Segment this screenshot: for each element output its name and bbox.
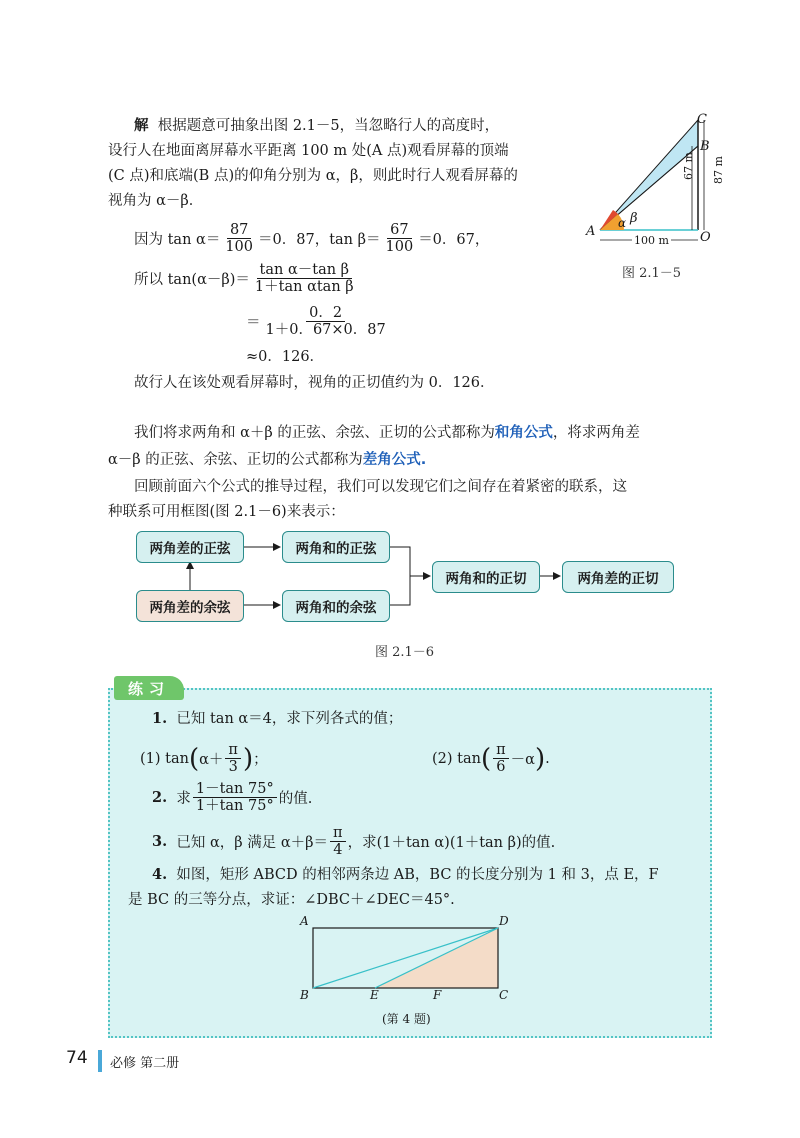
rect-label-c: C [499, 988, 509, 1002]
flow-box-sin-sum: 两角和的正弦 [282, 531, 390, 563]
exercise-q1-part1 [140, 742, 268, 775]
paren-right: ) [534, 743, 546, 774]
exercise-q4-line-1 [152, 865, 659, 885]
frac-den: 100 [225, 239, 254, 255]
frac-den: 3 [228, 759, 238, 775]
exercise-q3 [152, 825, 555, 858]
para-text: ，将求两角差 [552, 425, 640, 441]
frac-num: tan α－tan β [257, 262, 353, 279]
frac-num: π [493, 742, 509, 759]
frac-den: 100 [385, 239, 414, 255]
term-sum-formula: 和角公式 [494, 425, 553, 441]
value-text: ＝0．87，tan β＝ [258, 232, 381, 248]
solution-line-4: 视角为 α－β． [108, 193, 204, 209]
label-b: B [700, 139, 710, 154]
label-c: C [697, 112, 707, 127]
rect-label-d: D [499, 914, 509, 928]
part-label: (1) tan [140, 750, 189, 767]
exercise-q1-part2 [432, 742, 550, 775]
solution-line-2: 设行人在地面离屏幕水平距离 100 m 处(A 点)观看屏幕的顶端 [108, 143, 509, 159]
expr-text: ； [253, 752, 268, 768]
approx-line: ≈0．126． [246, 349, 325, 365]
flow-box-cos-diff: 两角差的余弦 [136, 590, 244, 622]
question-text: 已知 α，β 满足 α＋β＝ [176, 835, 329, 851]
eq-sign: ＝ [246, 315, 261, 331]
so-text: 所以 tan(α－β)＝ [134, 272, 250, 288]
fraction-tan75 [193, 781, 277, 814]
question-number: 2. [152, 789, 168, 806]
book-title: 必修 第二册 [110, 1056, 180, 1071]
solution-line-3: (C 点)和底端(B 点)的仰角分别为 α，β，则此时行人观看屏幕的 [108, 168, 518, 184]
flow-box-sin-diff: 两角差的正弦 [136, 531, 244, 563]
rect-label-e: E [370, 988, 379, 1002]
label-100m: 100 m [634, 234, 669, 247]
label-a: A [586, 224, 596, 239]
frac-num: 87 [227, 222, 251, 239]
fraction-pi-4 [330, 825, 346, 858]
label-beta: β [630, 211, 638, 226]
figure-rectangle-abcd [300, 915, 520, 1005]
page-marker-bar [98, 1050, 102, 1072]
term-diff-formula: 差角公式 [362, 452, 421, 468]
page-number: 74 [66, 1048, 88, 1068]
because-text: 因为 tan α＝ [134, 232, 221, 248]
figure-caption-2-1-6: 图 2.1－6 [375, 645, 435, 660]
frac-num: 0．2 [306, 305, 345, 322]
paren-left: ( [480, 743, 492, 774]
rect-label-f: F [433, 988, 442, 1002]
question-text: 求 [176, 791, 191, 807]
para-text: . [420, 452, 427, 468]
exercise-q1 [152, 709, 402, 729]
label-67m: 67 m [682, 152, 695, 180]
question-number: 1. [152, 710, 168, 727]
paren-left: ( [188, 743, 200, 774]
question-text: 已知 tan α＝4，求下列各式的值； [176, 711, 403, 727]
solution-text: 根据题意可抽象出图 2.1－5，当忽略行人的高度时， [157, 118, 500, 134]
flow-box-cos-sum: 两角和的余弦 [282, 590, 390, 622]
value-text: ＝0．67， [418, 232, 490, 248]
question-text: ，求(1＋tan α)(1＋tan β)的值. [347, 835, 556, 851]
solution-label: 解 [134, 117, 149, 134]
figure-caption-2-1-5: 图 2.1－5 [622, 266, 682, 281]
paren-right: ) [242, 743, 254, 774]
frac-num: π [225, 742, 241, 759]
exercise-q4-line-2: 是 BC 的三等分点，求证：∠DBC＋∠DEC＝45°. [128, 892, 455, 908]
fraction-pi-6 [493, 742, 509, 775]
label-87m: 87 m [712, 156, 725, 184]
frac-den: 6 [496, 759, 506, 775]
frac-num: π [330, 825, 346, 842]
expr-text: －α [510, 752, 535, 768]
frac-den: 1＋0．67×0．87 [265, 322, 386, 338]
fraction-pi-3 [225, 742, 241, 775]
para-text: α－β 的正弦、余弦、正切的公式都称为 [108, 452, 363, 468]
question-number: 4. [152, 866, 168, 883]
exercise-q2 [152, 781, 312, 814]
label-o: O [700, 230, 711, 245]
rect-label-a: A [300, 914, 309, 928]
conclusion-line: 故行人在该处观看屏幕时，视角的正切值约为 0．126． [134, 375, 495, 391]
rect-label-b: B [300, 988, 309, 1002]
frac-num: 1－tan 75° [193, 781, 277, 798]
part-label: (2) tan [432, 750, 481, 767]
rect-figure-caption: (第 4 题) [382, 1012, 431, 1026]
question-number: 3. [152, 833, 168, 850]
flow-box-tan-diff: 两角差的正切 [562, 561, 674, 593]
para3-line-1: 回顾前面六个公式的推导过程，我们可以发现它们之间存在着紧密的联系，这 [134, 479, 627, 495]
para3-line-2: 种联系可用框图(图 2.1－6)来表示： [108, 504, 345, 520]
exercise-title: 练习 [114, 676, 184, 700]
question-text: 的值. [278, 791, 313, 807]
question-text: 如图，矩形 ABCD 的相邻两条边 AB，BC 的长度分别为 1 和 3，点 E，F [176, 867, 659, 883]
para-text: 我们将求两角和 α＋β 的正弦、余弦、正切的公式都称为 [134, 425, 495, 441]
flow-box-tan-sum: 两角和的正切 [432, 561, 540, 593]
frac-den: 4 [333, 842, 343, 858]
frac-den: 1＋tan 75° [195, 798, 274, 814]
expr-text: α＋ [199, 752, 224, 768]
label-alpha: α [618, 216, 627, 230]
expr-text: . [545, 750, 550, 767]
frac-den: 1＋tan αtan β [254, 279, 354, 295]
frac-num: 67 [387, 222, 411, 239]
